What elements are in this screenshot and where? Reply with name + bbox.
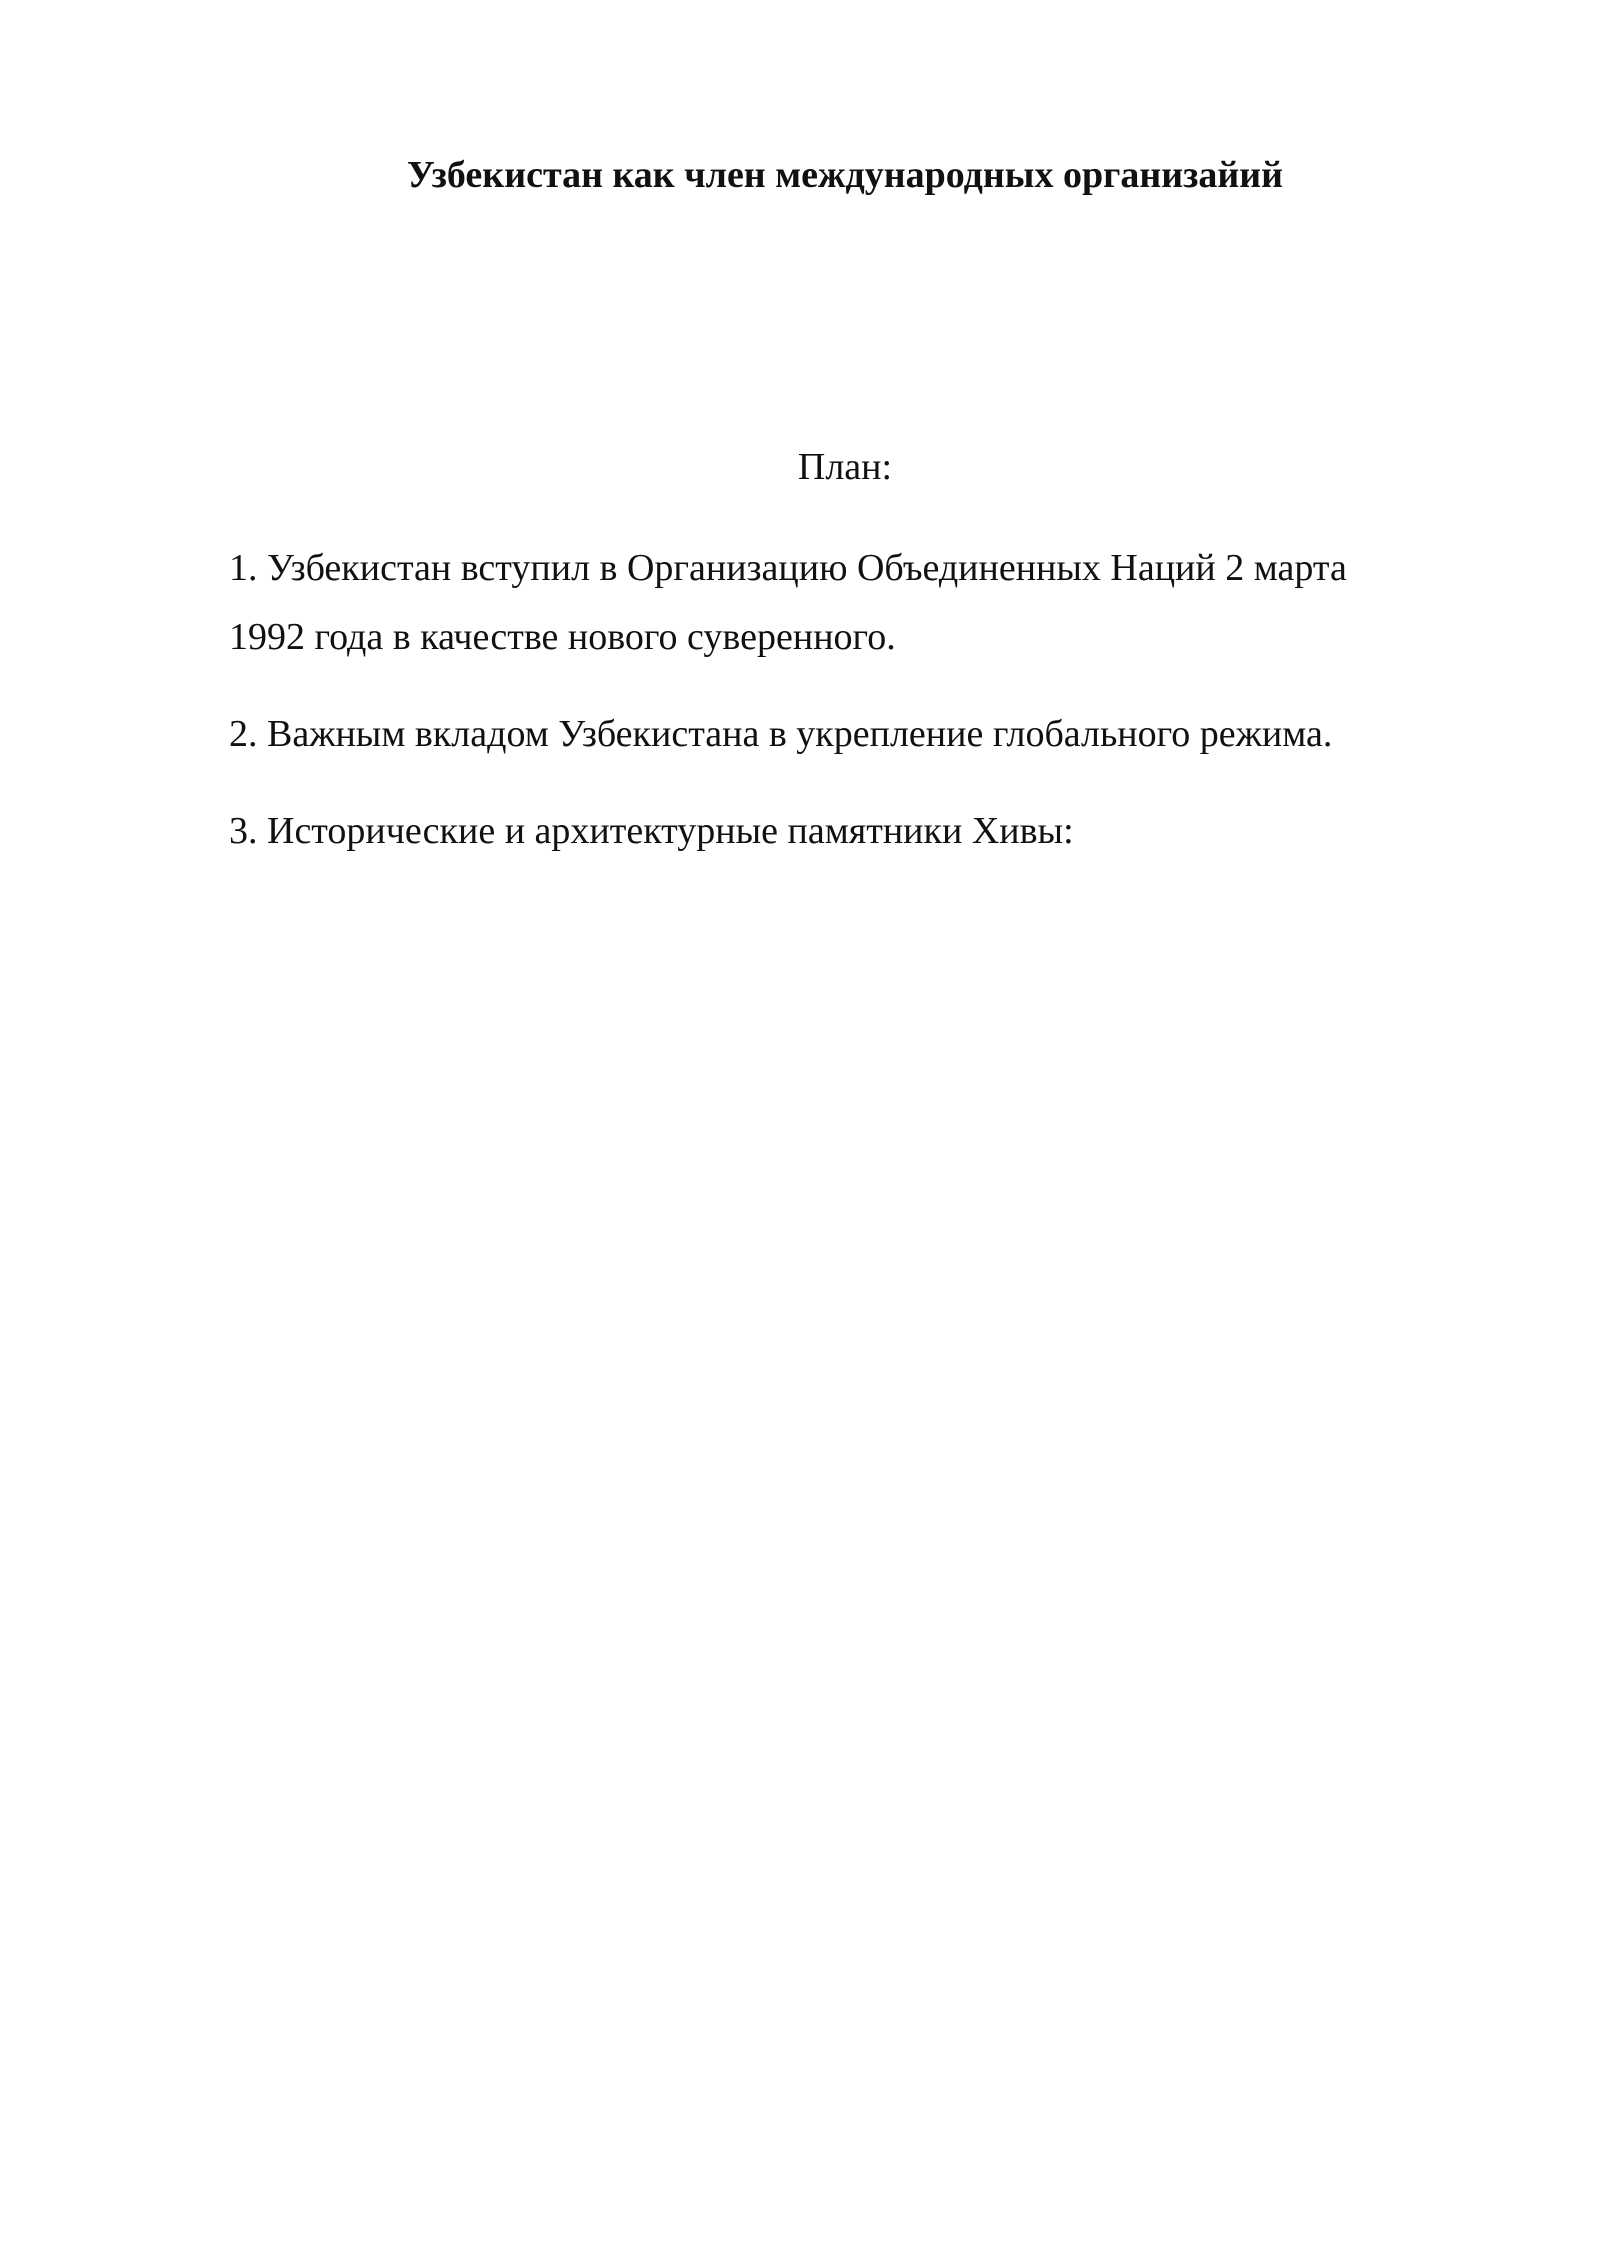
plan-item-1: 1. Узбекистан вступил в Организацию Объединенных Наций 2 марта 1992 года в качестве нового суверенного. (229, 547, 1347, 658)
document-title: Узбекистан как член международных организайий (406, 154, 1284, 196)
plan-list (229, 534, 1429, 894)
plan-item-2: 2. Важным вкладом Узбекистана в укрепление глобального режима. (229, 713, 1333, 755)
plan-item-3: 3. Исторические и архитектурные памятники Хивы: (229, 810, 1074, 852)
plan-heading: План: (797, 446, 893, 488)
